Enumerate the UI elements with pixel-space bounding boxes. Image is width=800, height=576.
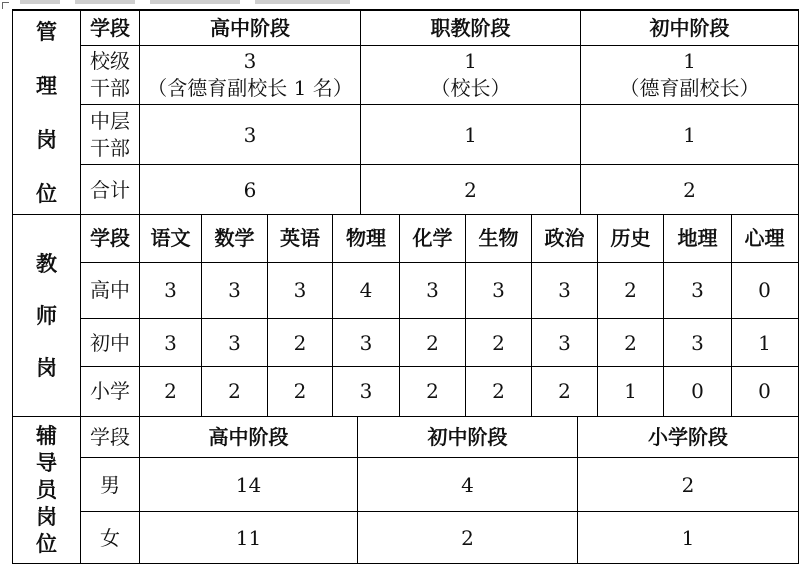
counselor-header-junior: 初中阶段 xyxy=(427,425,508,449)
teacher-header-geography: 地理 xyxy=(677,226,718,250)
teacher-header-psychology: 心理 xyxy=(744,226,785,250)
teacher-header-chemistry: 化学 xyxy=(412,226,453,250)
teacher-cell-primary-history: 1 xyxy=(624,379,637,403)
cell-male-junior: 4 xyxy=(461,472,474,497)
teacher-cell-junior-english: 2 xyxy=(293,330,307,355)
counselors-section-label: 辅 导 员 岗 位 xyxy=(36,423,57,556)
teacher-header-biology: 生物 xyxy=(478,226,519,250)
teacher-cell-senior-english: 3 xyxy=(293,278,307,302)
teacher-cell-primary-chinese: 2 xyxy=(164,379,177,403)
counselor-header-stage: 学段 xyxy=(90,425,130,449)
table-bottom-border xyxy=(12,563,799,564)
header-junior: 初中阶段 xyxy=(649,16,730,40)
teacher-header-physics: 物理 xyxy=(346,226,386,250)
teacher-header-politics: 政治 xyxy=(544,226,585,250)
cell-junior-middle-managers: 1 xyxy=(683,122,696,147)
teacher-cell-primary-stage: 小学 xyxy=(90,379,130,403)
teacher-cell-junior-history: 2 xyxy=(624,330,637,355)
teacher-cell-junior-physics: 3 xyxy=(359,330,373,355)
teacher-cell-primary-politics: 2 xyxy=(558,379,571,403)
cell-female-primary: 1 xyxy=(681,525,695,550)
cell-male-primary: 2 xyxy=(681,472,695,497)
teacher-cell-senior-stage: 高中 xyxy=(90,278,130,302)
teacher-cell-senior-history: 2 xyxy=(624,278,637,302)
row-label-female: 女 xyxy=(100,525,120,550)
teacher-cell-primary-physics: 3 xyxy=(359,379,373,403)
teachers-section-label: 教 师 岗 xyxy=(36,251,57,380)
cell-vocational-school-leaders: 1 （校长） xyxy=(430,49,511,100)
teacher-cell-senior-chinese: 3 xyxy=(164,278,177,302)
counselor-header-primary: 小学阶段 xyxy=(648,425,728,449)
teacher-cell-senior-politics: 3 xyxy=(558,278,571,302)
teacher-header-math: 数学 xyxy=(214,226,255,250)
teacher-cell-senior-physics: 4 xyxy=(359,278,373,302)
row-label-total: 合计 xyxy=(90,177,130,202)
teacher-cell-junior-politics: 3 xyxy=(558,330,571,355)
cell-junior-school-leaders: 1 （德育副校长） xyxy=(619,49,760,100)
teacher-cell-junior-stage: 初中 xyxy=(90,330,130,355)
header-stage: 学段 xyxy=(90,16,130,40)
header-vocational: 职教阶段 xyxy=(430,16,511,40)
teacher-cell-senior-biology: 3 xyxy=(492,278,505,302)
teacher-cell-junior-chemistry: 2 xyxy=(426,330,439,355)
teacher-cell-senior-chemistry: 3 xyxy=(426,278,439,302)
teacher-cell-primary-psychology: 0 xyxy=(758,379,771,403)
cell-male-senior: 14 xyxy=(235,472,262,497)
cell-female-senior: 11 xyxy=(235,525,262,550)
cell-vocational-total: 2 xyxy=(464,177,477,202)
teacher-cell-junior-chinese: 3 xyxy=(164,330,177,355)
teacher-cell-primary-biology: 2 xyxy=(492,379,505,403)
management-section-label: 管 理 岗 位 xyxy=(36,19,57,206)
teacher-cell-primary-math: 2 xyxy=(228,379,241,403)
teacher-cell-primary-chemistry: 2 xyxy=(426,379,439,403)
cell-female-junior: 2 xyxy=(461,525,474,550)
teacher-cell-senior-math: 3 xyxy=(228,278,241,302)
teacher-cell-senior-geography: 3 xyxy=(691,278,704,302)
cell-junior-total: 2 xyxy=(683,177,696,202)
teacher-cell-primary-english: 2 xyxy=(293,379,307,403)
cell-senior-school-leaders: 3 （含德育副校长 1 名） xyxy=(147,49,353,100)
teacher-header-stage: 学段 xyxy=(90,226,130,250)
teacher-header-history: 历史 xyxy=(610,226,651,250)
row-label-male: 男 xyxy=(100,472,120,497)
counselor-header-senior: 高中阶段 xyxy=(208,425,289,449)
table-right-border xyxy=(798,9,799,564)
cell-vocational-middle-managers: 1 xyxy=(464,122,477,147)
teacher-cell-senior-psychology: 0 xyxy=(758,278,771,302)
teacher-cell-primary-geography: 0 xyxy=(691,379,704,403)
teacher-cell-junior-biology: 2 xyxy=(492,330,505,355)
row-label-school-leaders: 校级 干部 xyxy=(90,49,130,100)
cell-senior-middle-managers: 3 xyxy=(243,122,257,147)
teacher-header-chinese: 语文 xyxy=(150,226,191,250)
teacher-cell-junior-psychology: 1 xyxy=(758,330,771,355)
row-label-middle-managers: 中层 干部 xyxy=(90,108,130,160)
teacher-cell-junior-geography: 3 xyxy=(691,330,704,355)
cell-senior-total: 6 xyxy=(243,177,257,202)
teacher-header-english: 英语 xyxy=(280,226,320,250)
header-senior: 高中阶段 xyxy=(210,16,290,40)
teacher-cell-junior-math: 3 xyxy=(228,330,241,355)
